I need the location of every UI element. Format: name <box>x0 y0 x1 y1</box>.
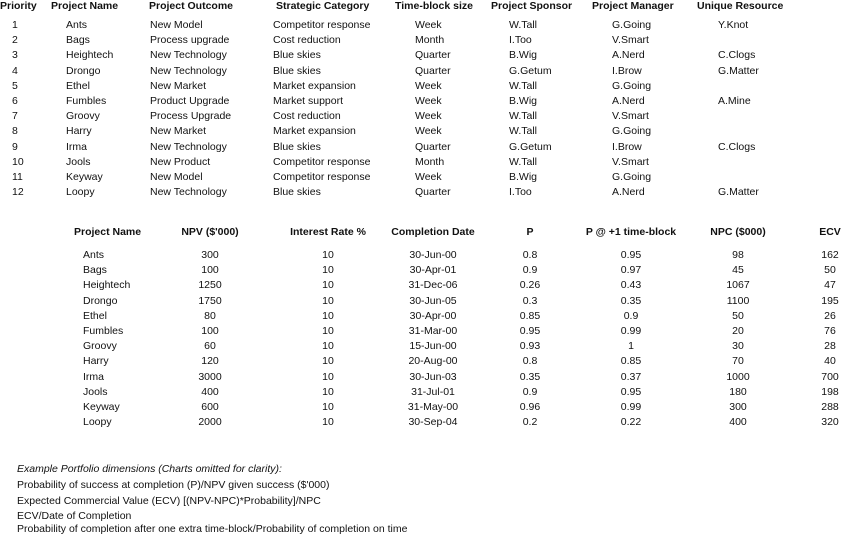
table2-cell-project-name: Irma <box>83 370 104 383</box>
table1-cell-project-manager: V.Smart <box>612 155 649 168</box>
table1-cell-project-name: Fumbles <box>66 95 107 107</box>
table2-cell-project-name: Loopy <box>83 416 112 429</box>
notes-line: Probability of success at completion (P)/NPV given success ($'000) <box>17 479 330 491</box>
table-row <box>0 171 841 186</box>
table1-cell-priority: 3 <box>12 49 18 62</box>
table2-cell-interest-rate: 10 <box>322 294 334 307</box>
table1-cell-project-sponsor: W.Tall <box>509 19 538 31</box>
table1-cell-priority: 10 <box>12 155 24 168</box>
table1-cell-strategic-category: Market support <box>273 95 344 107</box>
table1-cell-priority: 5 <box>12 79 18 92</box>
table1-cell-project-manager: G.Going <box>612 125 652 138</box>
table1-cell-project-sponsor: B.Wig <box>509 49 538 62</box>
table2-cell-completion-date: 30-Jun-03 <box>409 370 457 383</box>
table1-header-time-block-size: Time-block size <box>395 0 474 12</box>
table2-cell-npv: 80 <box>204 309 216 322</box>
table-row <box>0 34 841 49</box>
table1-cell-project-name: Loopy <box>66 186 95 199</box>
table1-cell-project-sponsor: W.Tall <box>509 155 538 168</box>
table1-cell-project-sponsor: I.Too <box>509 186 532 199</box>
table-row <box>0 249 841 264</box>
table1-header-project-manager: Project Manager <box>592 0 674 12</box>
table2-cell-project-name: Bags <box>83 264 107 277</box>
table2-cell-npv: 1750 <box>198 294 222 307</box>
table1-cell-project-outcome: Product Upgrade <box>150 95 230 107</box>
table2-cell-ecv: 700 <box>821 370 839 383</box>
table-row <box>0 371 841 386</box>
table2-cell-npc: 45 <box>732 264 744 277</box>
table1-cell-strategic-category: Blue skies <box>273 186 321 199</box>
table2-cell-completion-date: 30-Apr-00 <box>409 309 457 322</box>
table1-cell-project-outcome: New Technology <box>150 140 227 153</box>
table2-cell-ecv: 40 <box>824 355 836 368</box>
table-row <box>0 156 841 171</box>
table1-cell-project-outcome: New Technology <box>150 64 227 77</box>
table2-cell-project-name: Fumbles <box>83 325 124 337</box>
table-row <box>0 49 841 64</box>
table1-cell-project-name: Harry <box>66 125 92 138</box>
table2-cell-p-plus-one: 1 <box>628 340 634 353</box>
table1-cell-project-manager: G.Going <box>612 171 652 183</box>
table2-cell-completion-date: 30-Sep-04 <box>408 416 458 429</box>
table1-cell-time-block-size: Quarter <box>415 64 451 77</box>
table-row <box>0 80 841 95</box>
table1-cell-time-block-size: Week <box>415 110 442 123</box>
table2-header-project-name: Project Name <box>74 226 142 238</box>
table2-cell-p: 0.93 <box>519 340 541 353</box>
table2-cell-p-plus-one: 0.43 <box>620 279 642 292</box>
table2-cell-p: 0.35 <box>519 370 541 383</box>
table1-cell-priority: 6 <box>12 95 18 107</box>
table1-cell-project-sponsor: B.Wig <box>509 95 538 107</box>
table1-cell-priority: 11 <box>12 171 23 183</box>
table1-cell-strategic-category: Competitor response <box>273 155 371 168</box>
table1-cell-time-block-size: Quarter <box>415 49 451 62</box>
table2-cell-project-name: Groovy <box>83 340 117 353</box>
table1-header-unique-resource: Unique Resource <box>697 0 784 12</box>
table1-cell-project-sponsor: W.Tall <box>509 125 538 138</box>
table1-cell-project-outcome: New Model <box>150 171 203 183</box>
table2-cell-ecv: 26 <box>824 309 836 322</box>
table2-cell-p: 0.8 <box>522 249 538 261</box>
table2-cell-p-plus-one: 0.97 <box>620 264 642 277</box>
table2-cell-p-plus-one: 0.85 <box>620 355 642 368</box>
table-row <box>0 295 841 310</box>
table1-cell-project-manager: V.Smart <box>612 110 649 123</box>
table2-cell-p-plus-one: 0.9 <box>623 309 639 322</box>
table1-cell-project-name: Ethel <box>66 79 90 92</box>
notes-caption: Example Portfolio dimensions (Charts omitted for clarity): <box>17 463 282 475</box>
table2-cell-npc: 30 <box>732 340 744 353</box>
table-row <box>0 264 841 279</box>
table2-cell-npv: 400 <box>201 385 219 398</box>
table1-cell-project-manager: A.Nerd <box>612 95 645 107</box>
table-row <box>0 340 841 355</box>
table1-cell-project-outcome: New Technology <box>150 49 227 62</box>
table2-header-npv: NPV ($'000) <box>181 226 239 238</box>
table1-cell-project-outcome: New Technology <box>150 186 227 199</box>
table1-cell-unique-resource: C.Clogs <box>718 140 756 153</box>
table1-header-project-sponsor: Project Sponsor <box>491 0 573 12</box>
table1-cell-priority: 4 <box>12 64 18 77</box>
table1-cell-project-manager: I.Brow <box>612 64 642 77</box>
table1-header-project-name: Project Name <box>51 0 119 12</box>
table2-cell-p: 0.85 <box>519 309 541 322</box>
table2-cell-p: 0.2 <box>522 416 538 429</box>
table1-cell-project-manager: V.Smart <box>612 34 649 47</box>
table2-cell-npc: 70 <box>732 355 744 368</box>
table2-cell-p-plus-one: 0.95 <box>620 385 642 398</box>
table1-cell-strategic-category: Cost reduction <box>273 34 341 47</box>
table2-cell-p: 0.95 <box>519 325 541 337</box>
table2-cell-p-plus-one: 0.22 <box>620 416 642 429</box>
table1-cell-project-sponsor: W.Tall <box>509 79 538 92</box>
table2-cell-interest-rate: 10 <box>322 385 334 398</box>
table2-cell-npc: 1100 <box>726 294 750 307</box>
notes-line: Probability of completion after one extra time-block/Probability of completion on time <box>17 523 408 535</box>
table1-cell-unique-resource: A.Mine <box>718 95 751 107</box>
table1-cell-strategic-category: Competitor response <box>273 19 371 31</box>
table1-cell-priority: 1 <box>12 19 18 31</box>
notes-line: ECV/Date of Completion <box>17 510 132 522</box>
table2-cell-npv: 3000 <box>198 370 222 383</box>
table2-cell-ecv: 288 <box>821 401 839 413</box>
table2-cell-completion-date: 30-Apr-01 <box>409 264 457 277</box>
table-row <box>0 325 841 340</box>
table-row <box>0 19 841 34</box>
table2-header-completion-date: Completion Date <box>391 226 475 238</box>
table1-cell-time-block-size: Week <box>415 171 442 183</box>
table2-cell-p-plus-one: 0.99 <box>620 325 642 337</box>
table1-cell-project-name: Keyway <box>66 171 103 183</box>
table2-cell-project-name: Ethel <box>83 309 107 322</box>
table1-cell-project-manager: G.Going <box>612 19 652 31</box>
table1-cell-project-sponsor: W.Tall <box>509 110 538 123</box>
table2-cell-project-name: Heightech <box>83 279 131 292</box>
table1-cell-strategic-category: Blue skies <box>273 64 321 77</box>
table2-header-interest-rate: Interest Rate % <box>290 226 366 238</box>
table2-cell-p: 0.9 <box>522 264 538 277</box>
table-row <box>0 65 841 80</box>
table2-cell-npv: 100 <box>201 264 219 277</box>
table1-cell-project-outcome: New Model <box>150 19 203 31</box>
table1-cell-time-block-size: Month <box>415 155 445 168</box>
table2-cell-npc: 300 <box>729 401 747 413</box>
table2-cell-ecv: 195 <box>821 294 839 307</box>
table2-cell-interest-rate: 10 <box>322 309 334 322</box>
table2-cell-npv: 600 <box>201 401 219 413</box>
table1-cell-project-name: Heightech <box>66 49 114 62</box>
table2-cell-npc: 50 <box>732 309 744 322</box>
table2-cell-completion-date: 31-Mar-00 <box>408 325 458 337</box>
table-row <box>0 310 841 325</box>
table2-cell-npv: 120 <box>201 355 219 368</box>
table2-cell-npv: 300 <box>201 249 219 261</box>
table1-header-strategic-category: Strategic Category <box>276 0 370 12</box>
table-row <box>0 141 841 156</box>
table1-cell-time-block-size: Quarter <box>415 186 451 199</box>
table2-cell-p: 0.3 <box>522 294 538 307</box>
table2-header-p: P <box>526 226 534 238</box>
table2-cell-ecv: 162 <box>821 249 839 261</box>
table2-cell-p: 0.26 <box>519 279 541 292</box>
table2-cell-p: 0.8 <box>522 355 538 368</box>
table2-header-ecv: ECV <box>819 226 841 238</box>
table2-cell-project-name: Keyway <box>83 401 120 413</box>
table1-cell-time-block-size: Week <box>415 19 442 31</box>
table1-cell-time-block-size: Week <box>415 79 442 92</box>
table2-cell-npc: 400 <box>729 416 747 429</box>
table1-cell-project-name: Groovy <box>66 110 100 123</box>
table-row <box>0 186 841 201</box>
table1-cell-project-name: Bags <box>66 34 90 47</box>
table2-cell-interest-rate: 10 <box>322 264 334 277</box>
table1-cell-project-sponsor: I.Too <box>509 34 532 47</box>
table1-cell-project-sponsor: B.Wig <box>509 171 538 183</box>
table2-header-npc: NPC ($000) <box>710 226 766 238</box>
table1-cell-project-name: Jools <box>66 155 91 168</box>
table2-cell-ecv: 76 <box>824 325 836 337</box>
table1-header-priority: Priority <box>0 0 37 12</box>
table2-cell-ecv: 320 <box>821 416 839 429</box>
table2-cell-ecv: 198 <box>821 385 839 398</box>
table2-cell-interest-rate: 10 <box>322 279 334 292</box>
table2-cell-project-name: Harry <box>83 355 109 368</box>
table2-cell-interest-rate: 10 <box>322 370 334 383</box>
table1-cell-strategic-category: Market expansion <box>273 125 356 138</box>
table2-cell-interest-rate: 10 <box>322 249 334 261</box>
table1-cell-time-block-size: Quarter <box>415 140 451 153</box>
table2-header-p-plus-one: P @ +1 time-block <box>585 226 677 238</box>
table1-cell-project-outcome: Process upgrade <box>150 34 230 47</box>
table2-cell-p-plus-one: 0.99 <box>620 401 642 413</box>
table1-cell-strategic-category: Blue skies <box>273 140 321 153</box>
table2-cell-project-name: Ants <box>83 249 105 261</box>
table1-header-row <box>0 0 841 14</box>
table1-cell-project-manager: A.Nerd <box>612 186 645 199</box>
table1-cell-strategic-category: Cost reduction <box>273 110 341 123</box>
table2-cell-p: 0.96 <box>519 401 541 413</box>
table2-cell-npv: 2000 <box>198 416 222 429</box>
table2-cell-p: 0.9 <box>522 385 538 398</box>
table2-cell-interest-rate: 10 <box>322 325 334 337</box>
table1-cell-project-manager: I.Brow <box>612 140 642 153</box>
table1-cell-project-sponsor: G.Getum <box>509 140 552 153</box>
table2-cell-completion-date: 31-Dec-06 <box>408 279 458 292</box>
table1-cell-unique-resource: Y.Knot <box>718 19 749 31</box>
table2-cell-ecv: 47 <box>824 279 836 292</box>
table2-cell-npv: 1250 <box>198 279 222 292</box>
table1-cell-project-name: Drongo <box>66 64 101 77</box>
table-row <box>0 416 841 431</box>
table1-cell-project-sponsor: G.Getum <box>509 64 552 77</box>
table1-cell-priority: 7 <box>12 110 18 123</box>
table1-cell-project-outcome: Process Upgrade <box>150 110 232 123</box>
table2-cell-interest-rate: 10 <box>322 401 334 413</box>
table1-cell-unique-resource: C.Clogs <box>718 49 756 62</box>
table2-cell-completion-date: 15-Jun-00 <box>409 340 457 353</box>
table2-cell-completion-date: 30-Jun-05 <box>409 294 457 307</box>
table-row <box>0 386 841 401</box>
table2-cell-ecv: 28 <box>824 340 836 353</box>
table2-cell-interest-rate: 10 <box>322 340 334 353</box>
table1-cell-strategic-category: Market expansion <box>273 79 356 92</box>
table2-cell-npc: 20 <box>732 325 744 337</box>
table1-cell-time-block-size: Week <box>415 125 442 138</box>
notes-line: Expected Commercial Value (ECV) [(NPV-NPC)*Probability]/NPC <box>17 495 321 507</box>
table2-cell-p-plus-one: 0.37 <box>620 370 642 383</box>
table1-cell-strategic-category: Blue skies <box>273 49 321 62</box>
table1-cell-unique-resource: G.Matter <box>718 64 759 77</box>
table1-cell-time-block-size: Month <box>415 34 445 47</box>
table1-cell-project-outcome: New Market <box>150 79 207 92</box>
table1-cell-project-name: Irma <box>66 140 87 153</box>
table1-cell-priority: 12 <box>12 186 24 199</box>
table2-cell-npv: 100 <box>201 325 219 337</box>
table2-cell-npc: 1000 <box>726 370 750 383</box>
table1-cell-project-name: Ants <box>66 19 88 31</box>
table1-cell-project-outcome: New Market <box>150 125 207 138</box>
table2-cell-completion-date: 20-Aug-00 <box>408 355 458 368</box>
table-row <box>0 355 841 370</box>
table1-cell-priority: 2 <box>12 34 18 47</box>
table2-cell-completion-date: 31-May-00 <box>407 401 459 413</box>
table1-cell-strategic-category: Competitor response <box>273 171 371 183</box>
table2-cell-interest-rate: 10 <box>322 416 334 429</box>
table1-cell-priority: 9 <box>12 140 18 153</box>
table-row <box>0 279 841 294</box>
table1-cell-time-block-size: Week <box>415 95 442 107</box>
table2-header-row <box>0 226 841 240</box>
table1-cell-project-outcome: New Product <box>150 155 211 168</box>
table2-cell-ecv: 50 <box>824 264 836 277</box>
table1-cell-project-manager: A.Nerd <box>612 49 645 62</box>
table2-cell-p-plus-one: 0.95 <box>620 249 642 261</box>
table2-cell-npc: 1067 <box>726 279 750 292</box>
table2-cell-npv: 60 <box>204 340 216 353</box>
table2-cell-npc: 180 <box>729 385 747 398</box>
table-row <box>0 125 841 140</box>
table-row <box>0 95 841 110</box>
table2-cell-interest-rate: 10 <box>322 355 334 368</box>
table-row <box>0 401 841 416</box>
table2-cell-p-plus-one: 0.35 <box>620 294 642 307</box>
table1-cell-priority: 8 <box>12 125 18 138</box>
table2-cell-completion-date: 31-Jul-01 <box>411 385 455 398</box>
table1-cell-project-manager: G.Going <box>612 79 652 92</box>
table1-header-project-outcome: Project Outcome <box>149 0 234 12</box>
table2-cell-completion-date: 30-Jun-00 <box>409 249 457 261</box>
table2-cell-npc: 98 <box>732 249 744 261</box>
table1-cell-unique-resource: G.Matter <box>718 186 759 199</box>
table-row <box>0 110 841 125</box>
table2-cell-project-name: Drongo <box>83 294 118 307</box>
table2-cell-project-name: Jools <box>83 385 108 398</box>
